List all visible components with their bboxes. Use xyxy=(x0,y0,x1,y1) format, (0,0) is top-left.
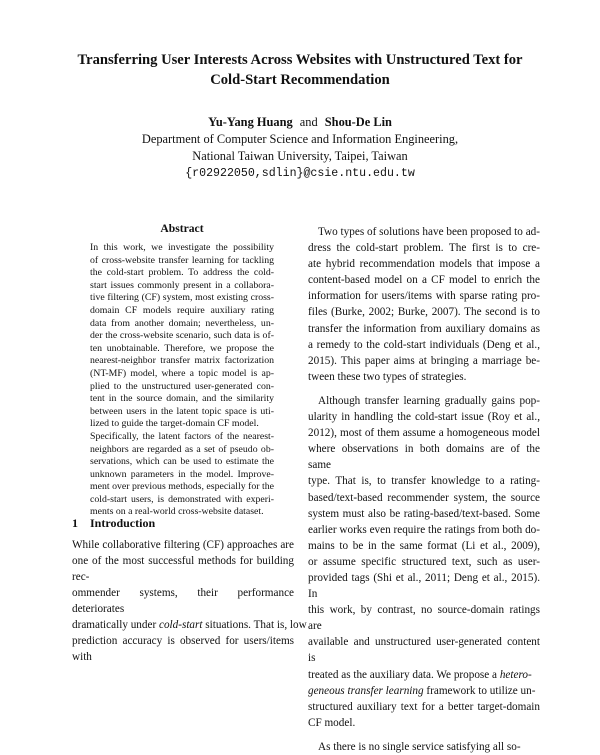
para-line: Two types of solutions have been proposed to ad- xyxy=(318,226,540,238)
intro-line-4-start: dramatically under xyxy=(72,619,159,631)
author-block xyxy=(40,114,560,182)
para-line: provided tags (Shi et al., 2011; Deng et al., 2015). In xyxy=(308,571,540,601)
para-line: files (Burke, 2002; Burke, 2007). The second is to xyxy=(308,306,540,319)
abstract-line: tent in the source domain, and the similarity xyxy=(90,393,274,405)
abstract-line: nearest-neighbor transfer matrix factorization xyxy=(90,355,274,367)
abstract-line: ments on a real-world cross-website dataset. xyxy=(90,506,264,518)
para-line: Although transfer learning gradually gains pop- xyxy=(318,394,540,407)
para-line: tween these two types of strategies. xyxy=(308,370,467,383)
abstract-line: tive filtering (CF) system, most existing cross- xyxy=(90,292,274,304)
para-line: earlier works even require the ratings from both do- xyxy=(308,523,540,536)
para-line: a remedy to the cold-start individuals (Deng et al., xyxy=(308,338,540,351)
para-line xyxy=(308,667,540,683)
abstract-line: Specifically, the latent factors of the nearest- xyxy=(90,430,274,442)
abstract-line: start issues commonly present in a collabora- xyxy=(90,279,274,291)
paragraph-service xyxy=(308,739,540,755)
para-line xyxy=(308,683,540,699)
intro-line-4-end: situations. That is, low xyxy=(202,619,307,631)
intro-line: While collaborative filtering (CF) approaches are xyxy=(72,539,294,551)
abstract-line: cold-start users, is demonstrated with experi- xyxy=(90,493,274,505)
abstract-line: (NT-MF) model, where a topic model is ap- xyxy=(90,367,274,379)
para-line: type. That is, to transfer knowledge to a rating- xyxy=(308,475,540,488)
para-line: dress the cold-start problem. The first is to cre- xyxy=(308,242,540,255)
abstract-line: unknown parameters in the model. Improve- xyxy=(90,468,274,480)
abstract-line: plied to the unstructured user-generated con- xyxy=(90,380,274,392)
para-line: information for users/items with sparse rating pro- xyxy=(308,290,540,303)
author-conjunction: and xyxy=(299,115,318,129)
para-line: content-based model on a CF model to enrich the xyxy=(308,274,540,287)
abstract-line: between users in the latent topic space is uti- xyxy=(90,405,274,417)
section-heading-introduction xyxy=(72,516,155,531)
para-line: 2012), most of them assume a homogeneous model xyxy=(308,427,540,440)
abstract-line: ten unobtainable. Therefore, we propose the xyxy=(90,342,274,354)
abstract-line: of cross-website transfer learning for tackling xyxy=(90,254,274,266)
italic-htl: geneous transfer learning xyxy=(308,684,424,697)
section-number: 1 xyxy=(72,516,78,530)
paragraph-transfer-learning xyxy=(308,393,540,731)
para-line: CF model. xyxy=(308,716,356,729)
para-line: this work, by contrast, no source-domain ratings are xyxy=(308,604,540,633)
abstract-line: domain CF models require auxiliary rating xyxy=(90,304,274,316)
para-line: where observations in both domains are of the same xyxy=(308,443,540,472)
author-1: Yu-Yang Huang xyxy=(208,115,293,129)
abstract-body xyxy=(90,242,274,519)
intro-line: one of the most successful methods for building rec- xyxy=(72,555,294,583)
para-line: ularity in handling the cold-start issue (Roy et al., xyxy=(308,411,540,424)
abstract-line: data from another domain; nevertheless, un- xyxy=(90,317,274,329)
italic-hetero: hetero- xyxy=(499,668,532,681)
section-title: Introduction xyxy=(90,516,156,530)
title-line-1: Transferring User Interests Across Websites with Unstructured Text for xyxy=(77,52,523,68)
intro-italic-term: cold-start xyxy=(158,619,203,631)
paper-title xyxy=(40,50,560,90)
abstract-heading: Abstract xyxy=(160,222,204,235)
para-line-end: framework to utilize un- xyxy=(423,684,536,697)
author-email: {r02922050,sdlin}@csie.ntu.edu.tw xyxy=(185,167,415,180)
para-line: As there is no single service satisfying all so- xyxy=(318,740,521,753)
intro-line xyxy=(72,617,307,633)
abstract-line: ment over previous methods, especially for the xyxy=(90,481,274,493)
author-2: Shou-De Lin xyxy=(324,115,392,129)
para-line: transfer the information from auxiliary domains as xyxy=(308,322,540,335)
intro-line: ommender systems, their performance deteriorates xyxy=(72,587,294,615)
affiliation-line-2: National Taiwan University, Taipei, Taiwan xyxy=(192,149,408,163)
para-line: or assume specific structured text, such as user- xyxy=(308,555,540,568)
abstract-line: der the cross-website scenario, such data is of- xyxy=(90,330,274,342)
abstract-line: neighbors are regarded as a set of pseudo ob- xyxy=(90,443,274,455)
abstract-line: lized to guide the target-domain CF model. xyxy=(90,418,259,430)
para-line: mains to be in the same format (Li et al., 2009), xyxy=(308,539,540,552)
abstract-line: In this work, we investigate the possibility xyxy=(90,242,274,253)
introduction-body xyxy=(72,537,307,665)
author-names xyxy=(40,114,560,131)
abstract-line: the cold-start problem. To address the cold- xyxy=(90,267,274,279)
para-line-start: treated as the auxiliary data. We propose a xyxy=(308,668,500,681)
affiliation-line-1: Department of Computer Science and Information Engineering, xyxy=(141,132,459,146)
para-line: 2015). This paper aims at bringing a marriage be- xyxy=(308,354,540,367)
right-column-body xyxy=(308,224,540,755)
para-line: based/text-based recommender system, the source xyxy=(308,491,540,504)
paragraph-solutions xyxy=(308,224,540,385)
intro-line: prediction accuracy is observed for users/items with xyxy=(72,635,294,663)
para-line: available and unstructured user-generated content is xyxy=(308,636,540,665)
para-line: system must also be rating-based/text-based. Some xyxy=(308,507,540,520)
para-line: structured auxiliary text for a better target-domain xyxy=(308,700,540,713)
abstract-line: servations, which can be used to estimate the xyxy=(90,456,274,468)
para-line: ate hybrid recommendation models that impose a xyxy=(308,258,540,271)
title-line-2: Cold-Start Recommendation xyxy=(210,72,390,88)
